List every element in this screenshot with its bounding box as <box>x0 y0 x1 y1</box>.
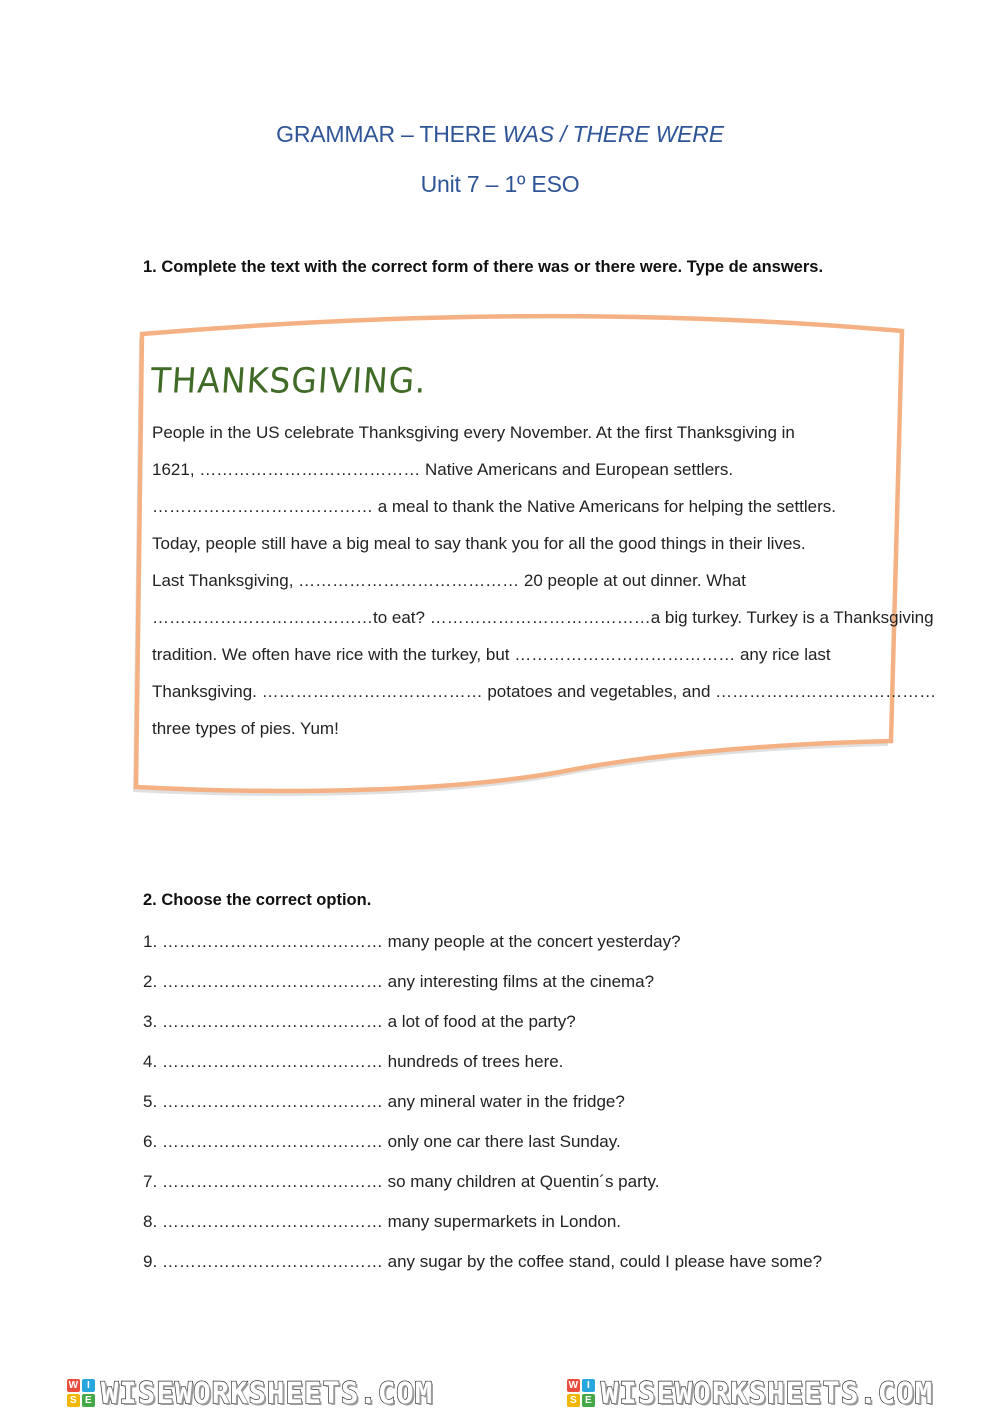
exercise-item: 4. ………………………………… hundreds of trees here. <box>143 1052 564 1071</box>
brand-text: WISEWORKSHEETS.COM <box>100 1376 434 1410</box>
exercise-item: 7. ………………………………… so many children at Quentin´s party. <box>143 1172 660 1191</box>
brand-text: WISEWORKSHEETS.COM <box>600 1376 934 1410</box>
logo-cell: S <box>67 1394 80 1407</box>
thanksgiving-heading: THANKSGIVING. <box>149 360 429 401</box>
logo-cell: I <box>82 1379 95 1392</box>
exercise2-list <box>143 924 822 1284</box>
logo-cell: E <box>582 1394 595 1407</box>
paragraph-line: People in the US celebrate Thanksgiving every November. At the first Thanksgiving in <box>152 423 795 442</box>
paragraph-line: Last Thanksgiving, ………………………………… 20 people at out dinner. What <box>152 571 746 590</box>
brand-mark <box>67 1376 433 1410</box>
logo-cell: W <box>568 1380 579 1391</box>
paragraph-line: 1621, ………………………………… Native Americans and European settlers. <box>152 460 734 479</box>
exercise-item: 8. ………………………………… many supermarkets in London. <box>143 1212 622 1231</box>
logo-cell: S <box>567 1394 580 1407</box>
title-italic: WAS / THERE WERE <box>502 121 724 147</box>
title-prefix: GRAMMAR – THERE <box>276 121 503 147</box>
exercise-item: 6. ………………………………… only one car there last Sunday. <box>143 1132 621 1151</box>
footer-brand-bar <box>0 1373 1000 1413</box>
exercise1-instruction: 1. Complete the text with the correct form of there was or there were. Type de answers. <box>143 258 824 276</box>
brand-mark <box>567 1376 933 1410</box>
exercise-item: 5. ………………………………… any mineral water in the fridge? <box>143 1092 625 1111</box>
logo-icon <box>67 1379 95 1407</box>
paragraph-line: Today, people still have a big meal to say thank you for all the good things in their lives. <box>152 534 806 553</box>
logo-cell: I <box>582 1379 595 1392</box>
logo-icon <box>567 1379 595 1407</box>
page-subtitle: Unit 7 – 1º ESO <box>420 171 580 197</box>
paragraph-line: tradition. We often have rice with the turkey, but ………………………………… any rice last <box>152 645 831 664</box>
exercise-item: 1. ………………………………… many people at the concert yesterday? <box>143 932 681 951</box>
exercise-item: 9. ………………………………… any sugar by the coffee stand, could I please have some? <box>143 1252 823 1271</box>
logo-cell: E <box>82 1394 95 1407</box>
thanksgiving-paragraph <box>152 414 937 747</box>
paragraph-line: three types of pies. Yum! <box>152 719 339 738</box>
paragraph-line: …………………………………to eat? …………………………………a big turkey. Turkey is a Thanksgiving <box>152 608 934 627</box>
paragraph-line: ………………………………… a meal to thank the Native Americans for helping the settlers. <box>152 497 837 516</box>
logo-cell: W <box>68 1380 79 1391</box>
paragraph-line: Thanksgiving. ………………………………… potatoes and vegetables, and ………………………………… <box>152 682 937 701</box>
exercise-item: 3. ………………………………… a lot of food at the party? <box>143 1012 576 1031</box>
exercise-item: 2. ………………………………… any interesting films at the cinema? <box>143 972 655 991</box>
exercise2-instruction: 2. Choose the correct option. <box>143 891 372 909</box>
